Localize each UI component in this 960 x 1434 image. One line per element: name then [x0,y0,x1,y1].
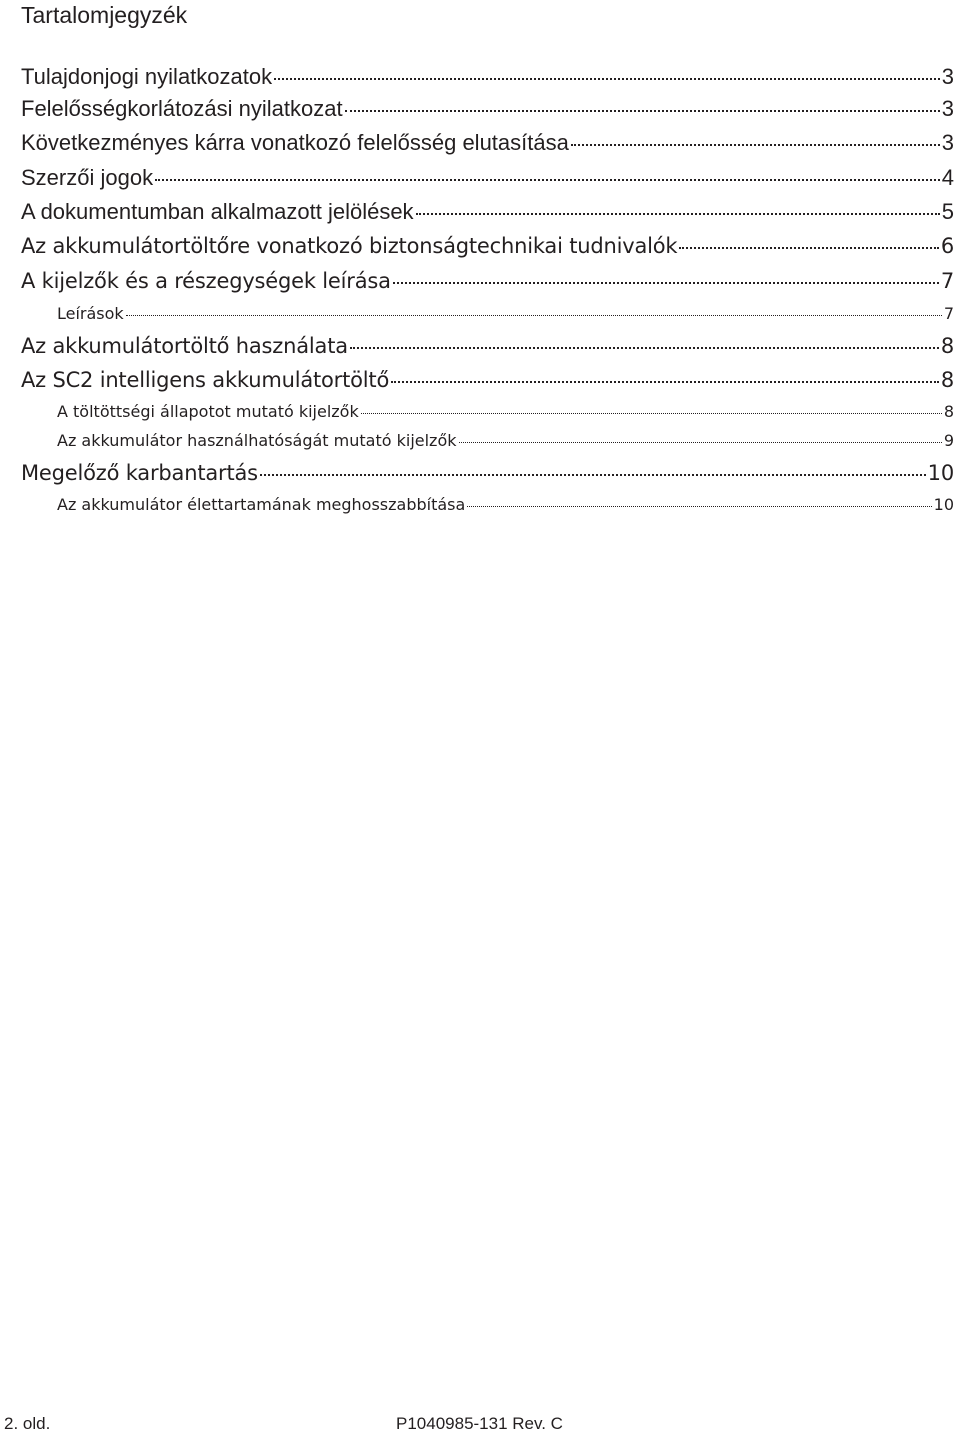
toc-entry-page: 3 [941,130,954,155]
toc-entry-label: A kijelzők és a részegységek leírása [21,269,391,293]
toc-entry-label: Az akkumulátor használhatóságát mutató kijelzők [57,431,457,450]
toc-leader-dots [350,347,939,349]
toc-entry[interactable] [21,461,954,485]
toc-entry-page: 9 [943,431,954,450]
toc-subentry[interactable] [57,495,954,514]
toc-entry-label: Tulajdonjogi nyilatkozatok [21,64,273,89]
toc-entry-page: 6 [940,234,954,258]
toc-leader-dots [345,110,940,112]
toc-entry-label: Felelősségkorlátozási nyilatkozat [21,96,343,121]
toc-entry-label: Megelőző karbantartás [21,461,258,485]
toc-leader-dots [155,179,940,181]
toc-entry[interactable] [21,269,954,293]
toc-entry-label: Az akkumulátortöltőre vonatkozó biztonságtechnikai tudnivalók [21,234,678,258]
toc-entry-label: A töltöttségi állapotot mutató kijelzők [57,402,359,421]
toc-entry-page: 5 [941,199,954,224]
toc-entry[interactable] [21,234,954,258]
toc-entry-page: 8 [940,334,954,358]
toc-leader-dots [393,282,939,284]
toc-leader-dots [126,315,942,316]
toc-entry-page: 8 [943,402,954,421]
toc-entry-page: 7 [943,304,954,323]
toc-leader-dots [467,506,931,507]
toc-leader-dots [274,78,940,80]
toc-entry[interactable] [21,334,954,358]
toc-entry-label: Következményes kárra vonatkozó felelősség elutasítása [21,130,569,155]
toc-leader-dots [679,247,938,249]
toc-leader-dots [459,442,942,443]
toc-entry-page: 7 [940,269,954,293]
toc-leader-dots [391,381,939,383]
page-title: Tartalomjegyzék [21,2,188,28]
toc-entry-label: Szerzői jogok [21,165,154,190]
toc-entry-page: 3 [941,96,954,121]
toc-entry-page: 8 [940,368,954,392]
toc-entry-label: Az akkumulátortöltő használata [21,334,348,358]
toc-entry-label: A dokumentumban alkalmazott jelölések [21,199,414,224]
toc-entry-page: 3 [941,64,954,89]
toc-leader-dots [571,144,940,146]
toc-entry-label: Az akkumulátor élettartamának meghosszabbítása [57,495,466,514]
footer-document-id: P1040985-131 Rev. C [396,1414,563,1433]
toc-leader-dots [416,213,940,215]
toc-entry-page: 10 [933,495,954,514]
footer-page-number: 2. old. [4,1414,51,1433]
toc-entry-page: 4 [941,165,954,190]
toc-subentry[interactable] [57,431,954,450]
toc-leader-dots [361,413,942,414]
toc-entry-label: Leírások [57,304,124,323]
toc-subentry[interactable] [57,402,954,421]
toc-entry-page: 10 [927,461,954,485]
toc-entry[interactable] [21,165,954,191]
toc-entry[interactable] [21,96,954,122]
toc-leader-dots [260,474,926,476]
toc-entry-label: Az SC2 intelligens akkumulátortöltő [21,368,390,392]
toc-entry[interactable] [21,199,954,225]
toc-entry[interactable] [21,130,954,156]
toc-entry[interactable] [21,64,954,90]
toc-entry[interactable] [21,368,954,392]
toc-subentry[interactable] [57,304,954,323]
